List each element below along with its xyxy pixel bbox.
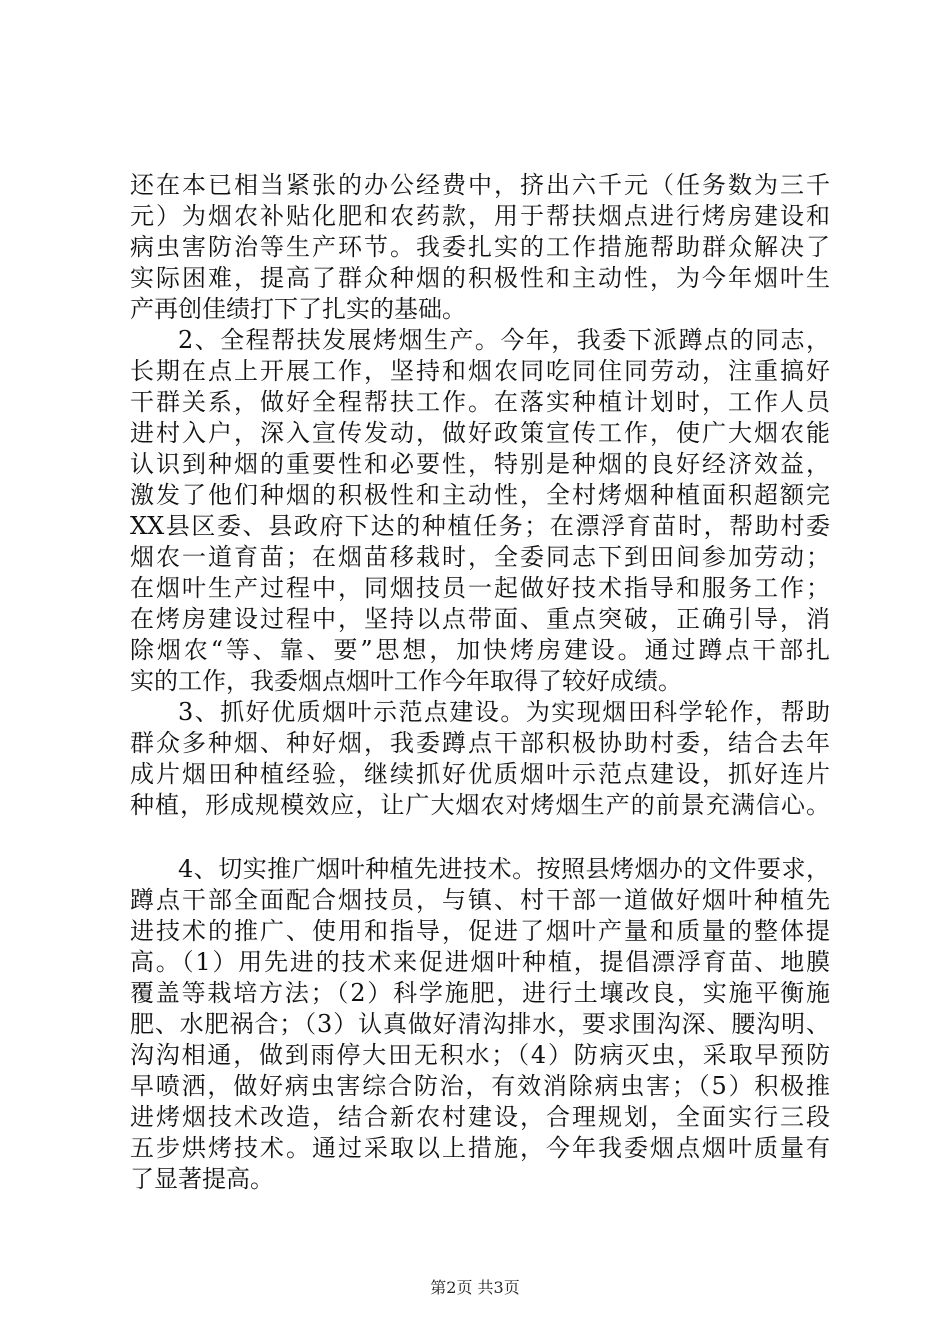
text-line: 2、全程帮扶发展烤烟生产。今年，我委下派蹲点的同志，: [178, 326, 830, 354]
paragraph-3: [130, 697, 830, 821]
text-line: 沟沟相通，做到雨停大田无积水；（4）防病灭虫，采取早预防: [130, 1041, 830, 1069]
text-line: XX县区委、县政府下达的种植任务；在漂浮育苗时，帮助村委: [130, 512, 830, 540]
text-line: 除烟农“等、靠、要”思想，加快烤房建设。通过蹲点干部扎: [130, 636, 830, 664]
text-line: 产再创佳绩打下了扎实的基础。: [130, 295, 466, 323]
text-line: 激发了他们种烟的积极性和主动性，全村烤烟种植面积超额完: [130, 481, 830, 509]
text-line: 进烤烟技术改造，结合新农村建设，合理规划，全面实行三段: [130, 1103, 830, 1131]
text-line: 干群关系，做好全程帮扶工作。在落实种植计划时，工作人员: [130, 388, 830, 416]
text-line: 在烟叶生产过程中，同烟技员一起做好技术指导和服务工作；: [130, 574, 830, 602]
text-line: 覆盖等栽培方法；（2）科学施肥，进行土壤改良，实施平衡施: [130, 979, 830, 1007]
page-footer: 第2页 共3页: [430, 1278, 520, 1297]
text-line: 群众多种烟、种好烟，我委蹲点干部积极协助村委，结合去年: [130, 729, 830, 757]
text-line: 成片烟田种植经验，继续抓好优质烟叶示范点建设，抓好连片: [130, 760, 830, 788]
paragraph-2: [130, 325, 830, 697]
text-line: 烟农一道育苗；在烟苗移栽时，全委同志下到田间参加劳动；: [130, 543, 830, 571]
text-line: 五步烘烤技术。通过采取以上措施，今年我委烟点烟叶质量有: [130, 1134, 830, 1162]
text-line: 蹲点干部全面配合烟技员，与镇、村干部一道做好烟叶种植先: [130, 886, 830, 914]
text-line: 3、抓好优质烟叶示范点建设。为实现烟田科学轮作，帮助: [178, 698, 830, 726]
text-line: 在烤房建设过程中，坚持以点带面、重点突破，正确引导，消: [130, 605, 830, 633]
text-line: 认识到种烟的重要性和必要性，特别是种烟的良好经济效益，: [130, 450, 830, 478]
text-line: 还在本已相当紧张的办公经费中，挤出六千元（任务数为三千: [130, 171, 830, 199]
text-line: 早喷洒，做好病虫害综合防治，有效消除病虫害；（5）积极推: [130, 1072, 830, 1100]
text-line: 实的工作，我委烟点烟叶工作今年取得了较好成绩。: [130, 667, 682, 695]
text-line: 肥、水肥祸合；（3）认真做好清沟排水，要求围沟深、腰沟明、: [130, 1010, 830, 1038]
paragraph-spacer: [130, 821, 830, 854]
text-line: 病虫害防治等生产环节。我委扎实的工作措施帮助群众解决了: [130, 233, 830, 261]
text-line: 了显著提高。: [130, 1165, 274, 1193]
document-body: [130, 170, 830, 1195]
text-line: 种植，形成规模效应，让广大烟农对烤烟生产的前景充满信心。: [130, 791, 830, 819]
text-line: 4、切实推广烟叶种植先进技术。按照县烤烟办的文件要求，: [178, 855, 830, 883]
text-line: 元）为烟农补贴化肥和农药款，用于帮扶烟点进行烤房建设和: [130, 202, 830, 230]
text-line: 高。（1）用先进的技术来促进烟叶种植，提倡漂浮育苗、地膜: [130, 948, 830, 976]
text-line: 进技术的推广、使用和指导，促进了烟叶产量和质量的整体提: [130, 917, 830, 945]
text-line: 进村入户，深入宣传发动，做好政策宣传工作，使广大烟农能: [130, 419, 830, 447]
paragraph-4: [130, 854, 830, 1195]
text-line: 长期在点上开展工作，坚持和烟农同吃同住同劳动，注重搞好: [130, 357, 830, 385]
text-line: 实际困难，提高了群众种烟的积极性和主动性，为今年烟叶生: [130, 264, 830, 292]
paragraph-1: [130, 170, 830, 325]
